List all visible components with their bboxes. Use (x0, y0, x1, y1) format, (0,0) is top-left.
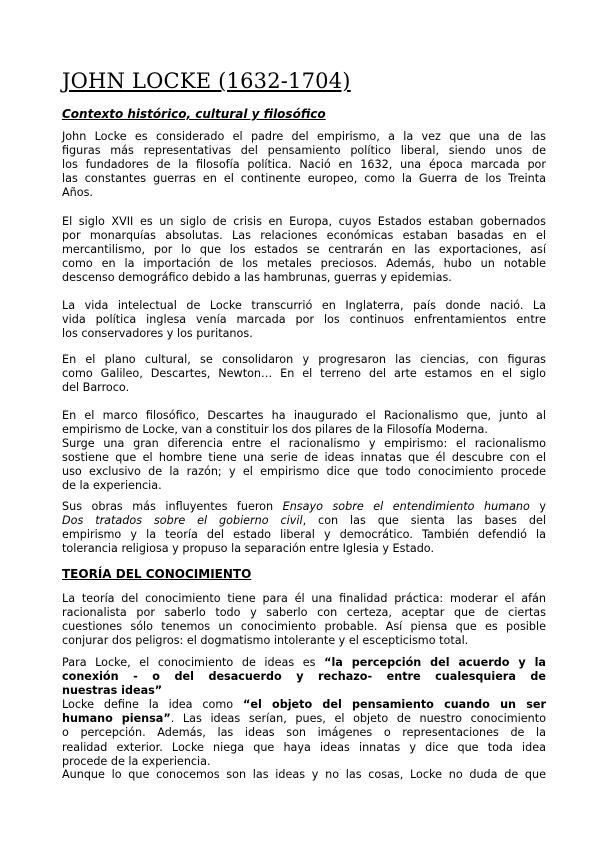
text-line: procede de la experiencia. (62, 754, 211, 768)
text-line: conjurar dos peligros: el dogmatismo intolerante y el escepticismo total. (62, 634, 469, 648)
text-line: En el plano cultural, se consolidaron y progresaron las ciencias, con figuras (62, 353, 546, 366)
text-line (62, 684, 546, 698)
text-line: Surge una gran diferencia entre el racionalismo y empirismo: el racionalismo (62, 437, 546, 451)
paragraph-6 (62, 500, 546, 556)
text-line (62, 514, 546, 528)
paragraph-5 (62, 409, 546, 494)
quote-bold: conexión - o del desacuerdo y rechazo- entre cualesquiera de (62, 670, 546, 684)
text-line: empirismo de Locke, van a constituir los dos pilares de la Filosofía Moderna. (62, 423, 488, 437)
text-line (62, 670, 546, 684)
text-line: cuestiones sólo tenemos un conocimiento probable. Así piensa que es posible (62, 620, 546, 634)
text-run: Locke define la idea como (62, 698, 244, 712)
text-run: Sus obras más influyentes fueron (62, 500, 283, 513)
text-line: como en la importación de los metales preciosos. Además, hubo un notable (62, 257, 546, 271)
section-heading-context: Contexto histórico, cultural y filosófico (62, 107, 326, 121)
text-line (62, 500, 546, 514)
paragraph-4 (62, 353, 546, 395)
paragraph-1 (62, 130, 546, 200)
text-line (62, 698, 546, 712)
text-run: , con las que sienta las bases del (302, 514, 546, 528)
text-line: los conservadores y los puritanos. (62, 327, 253, 341)
quote-bold: “el objeto del pensamiento cuando un ser (243, 698, 546, 712)
paragraph-3 (62, 299, 546, 341)
text-line: La vida intelectual de Locke transcurrió en Inglaterra, país donde nació. La (62, 299, 546, 312)
text-line: vida política inglesa venía marcada por los continuos enfrentamientos entre (62, 313, 546, 327)
text-line: mercantilismo, por lo que los estados se centrarán en las exportaciones, así (62, 243, 546, 257)
paragraph-9 (62, 768, 546, 782)
quote-bold: humano piensa” (62, 712, 171, 726)
text-line: los fundadores de la filosofía política. Nació en 1632, una época marcada por (62, 158, 546, 172)
text-line: En el marco filosófico, Descartes ha inaugurado el Racionalismo que, junto al (62, 409, 546, 422)
text-run: Para Locke, el conocimiento de ideas es (62, 656, 325, 669)
page-title: JOHN LOCKE (1632-1704) (62, 69, 351, 93)
paragraph-8 (62, 656, 546, 769)
text-line: Años. (62, 186, 93, 200)
text-line: uso exclusivo de la razón; y el empirismo dice que todo conocimiento procede (62, 465, 546, 479)
text-line: descenso demográfico debido a las hambrunas, guerras y epidemias. (62, 271, 452, 285)
text-line: o percepción. Además, las ideas son imágenes o representaciones de la (62, 726, 546, 740)
text-line: Aunque lo que conocemos son las ideas y no las cosas, Locke no duda de que (62, 768, 546, 781)
text-line: del Barroco. (62, 381, 130, 395)
text-line (62, 712, 546, 726)
book-title-essay: Ensayo sobre el entendimiento humano (282, 500, 530, 513)
quote-bold: nuestras ideas” (62, 684, 163, 698)
text-line: empirismo y la teoría del estado liberal y democrático. También defendió la (62, 528, 546, 542)
text-line: por monarquías absolutas. Las relaciones económicas estaban basadas en el (62, 229, 546, 243)
text-line: sostiene que el hombre tiene una serie de ideas innatas que él descubre con el (62, 451, 546, 465)
text-line: realidad exterior. Locke niega que haya ideas innatas y dice que toda idea (62, 740, 546, 754)
quote-bold: “la percepción del acuerdo y la (324, 656, 546, 669)
text-run: y (529, 500, 546, 513)
paragraph-2 (62, 215, 546, 285)
text-line: tolerancia religiosa y propuso la separación entre Iglesia y Estado. (62, 542, 434, 556)
text-line: las constantes guerras en el continente europeo, como la Guerra de los Treinta (62, 172, 546, 186)
text-run: . Las ideas serían, pues, el objeto de nuestro conocimiento (170, 712, 546, 726)
text-line: racionalista por saberlo todo y saberlo con certeza, aceptar que de ciertas (62, 606, 546, 620)
text-line: como Galileo, Descartes, Newton… En el terreno del arte estamos en el siglo (62, 367, 546, 381)
book-title-treatises: Dos tratados sobre el gobierno civil (62, 514, 303, 528)
text-line: La teoría del conocimiento tiene para él una finalidad práctica: moderar el afán (62, 592, 546, 605)
text-line (62, 656, 546, 670)
text-line: de la experiencia. (62, 479, 162, 493)
paragraph-7 (62, 592, 546, 648)
section-heading-theory: TEORÍA DEL CONOCIMIENTO (62, 567, 252, 581)
text-line: figuras más representativas del pensamiento político liberal, siendo unos de (62, 144, 546, 158)
text-line: El siglo XVII es un siglo de crisis en Europa, cuyos Estados estaban gobernados (62, 215, 546, 228)
text-line: John Locke es considerado el padre del empirismo, a la vez que una de las (62, 130, 546, 143)
